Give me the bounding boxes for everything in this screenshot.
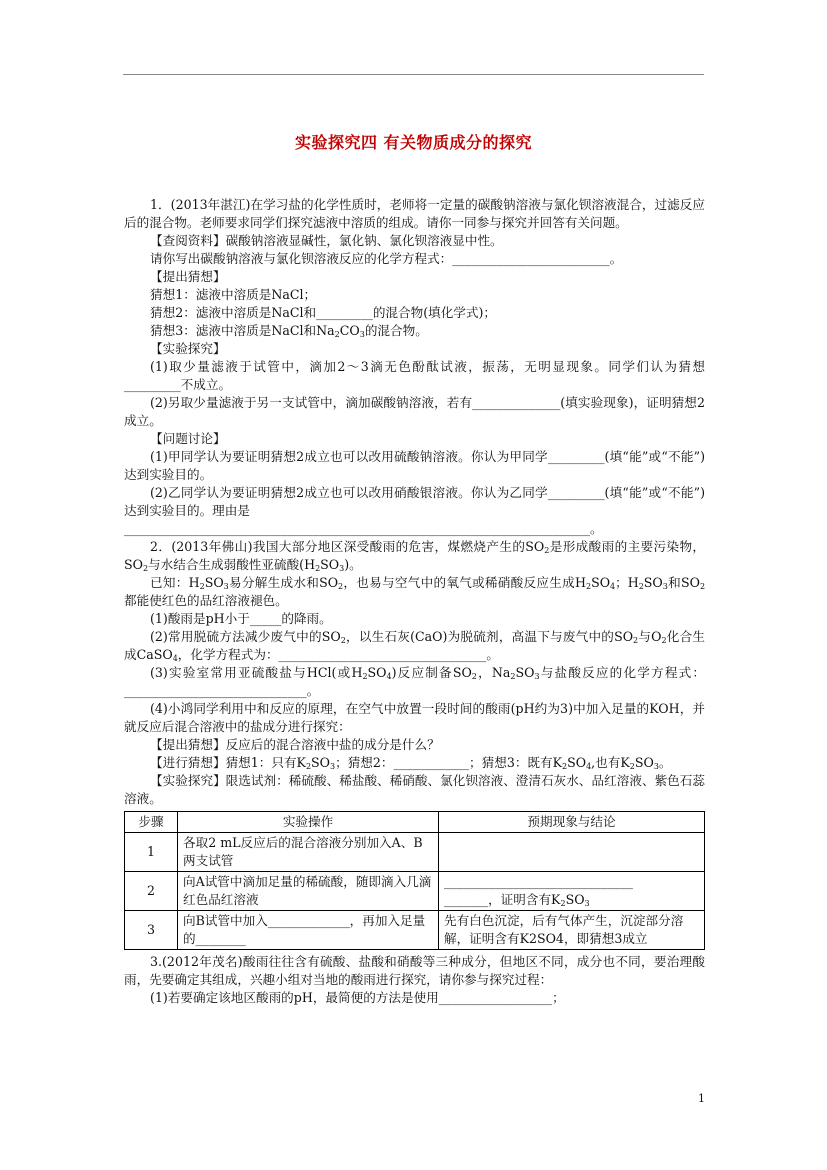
q1-hyp-head: 【提出猜想】 — [150, 269, 226, 284]
q3-s1: (1)若要确定该地区酸雨的pH，最简便的方法是使用__________________； — [150, 990, 565, 1005]
q1-hyp2: 猜想2：滤液中溶质是NaCl和_________的混合物(填化学式)； — [150, 305, 496, 320]
q1-intro: 1．(2013年湛江)在学习盐的化学性质时，老师将一定量的碳酸钠溶液与氯化钡溶液混合，过滤反应后的混合物。老师要求同学们探究滤液中溶质的组成。请你一同参与探究并回答有关问题。 — [124, 197, 705, 230]
q1-disc-head: 【问题讨论】 — [150, 431, 226, 446]
experiment-table — [124, 811, 705, 950]
q1-disc2: (2)乙同学认为要证明猜想2成立也可以改用硝酸银溶液。你认为乙同学_________(填“能”或“不能”)达到实验目的。理由是 — [124, 485, 705, 518]
q1-hyp1: 猜想1：滤液中溶质是NaCl； — [150, 287, 317, 302]
header-rule — [123, 74, 704, 75]
page-title: 实验探究四 有关物质成分的探究 — [294, 133, 533, 152]
q1-disc1: (1)甲同学认为要证明猜想2成立也可以改用硫酸钠溶液。你认为甲同学_________(填“能”或“不能”)达到实验目的。 — [124, 449, 705, 482]
q2-s4-hyp: 【提出猜想】反应后的混合溶液中盐的成分是什么？ — [150, 737, 440, 752]
q1-data-check: 【查阅资料】碳酸钠溶液显碱性，氯化钠、氯化钡溶液显中性。 — [150, 233, 503, 248]
q2-s4-exp: 【实验探究】限选试剂：稀硫酸、稀盐酸、稀硝酸、氯化钡溶液、澄清石灰水、品红溶液、紫色石蕊溶液。 — [124, 773, 705, 806]
operation-cell: 向A试管中滴加足量的稀硫酸，随即滴入几滴红色品红溶液 — [178, 872, 439, 911]
page-number: 1 — [698, 1092, 705, 1105]
table-header-row — [125, 812, 705, 833]
q2-s1: (1)酸雨是pH小于_____的降雨。 — [150, 611, 332, 626]
q1-disc2-blank: __________________________________________________________________________。 — [124, 521, 603, 536]
result-cell — [439, 833, 705, 872]
table-row — [125, 872, 705, 911]
table-row — [125, 833, 705, 872]
result-cell: ______________________________ _______，证明含有$K_2SO_3$ — [439, 872, 705, 911]
table-header: 预期现象与结论 — [439, 812, 705, 833]
q2-s4-guess: 【进行猜想】猜想1：只有$K_2SO_3$；猜想2：____________；猜想3：既有$K_2SO_4$,也有$K_2SO_3$。 — [150, 755, 672, 771]
table-row — [125, 911, 705, 950]
q1-exp-head: 【实验探究】 — [150, 341, 226, 356]
step-cell: 3 — [125, 911, 178, 950]
table-header: 实验操作 — [178, 812, 439, 833]
table-header: 步骤 — [125, 812, 178, 833]
q2-intro: 2．(2013年佛山)我国大部分地区深受酸雨的危害，煤燃烧产生的$SO_2$是形成酸雨的主要污染物，$SO_2$与水结合生成弱酸性亚硫酸$(H_2SO_3)$。 — [124, 539, 706, 573]
q2-s4: (4)小鸿同学利用中和反应的原理，在空气中放置一段时间的酸雨(pH约为3)中加入足量的KOH，并就反应后混合溶液中的盐成分进行探究： — [124, 701, 705, 734]
step-cell: 1 — [125, 833, 178, 872]
result-cell: 先有白色沉淀，后有气体产生，沉淀部分溶解，证明含有K2SO4，即猜想3成立 — [439, 911, 705, 950]
q2-s3: (3)实验室常用亚硫酸盐与HCl(或$H_2SO_4$)反应制备$SO_2$，$Na_2SO_3$与盐酸反应的化学方程式：_____________________________。 — [124, 665, 705, 698]
q1-exp2: (2)另取少量滤液于另一支试管中，滴加碳酸钠溶液，若有______________(填实验现象)，证明猜想2成立。 — [124, 395, 705, 428]
q2-s2: (2)常用脱硫方法减少废气中的$SO_2$，以生石灰(CaO)为脱硫剂，高温下与废气中的$SO_2$与$O_2$化合生成CaSO$_4$，化学方程式为：_________________________________。 — [124, 629, 706, 663]
q3-intro: 3.(2012年茂名)酸雨往往含有硫酸、盐酸和硝酸等三种成分，但地区不同，成分也不同，要治理酸雨，先要确定其组成，兴趣小组对当地的酸雨进行探究，请你参与探究过程： — [124, 954, 705, 987]
q1-exp1: (1)取少量滤液于试管中，滴加2～3滴无色酚酞试液，振荡，无明显现象。同学们认为猜想_________不成立。 — [124, 359, 705, 392]
q1-equation-req: 请你写出碳酸钠溶液与氯化钡溶液反应的化学方程式：_________________________。 — [150, 251, 623, 266]
step-cell: 2 — [125, 872, 178, 911]
q1-hyp3: 猜想3：滤液中溶质是NaCl和$Na_2CO_3$的混合物。 — [150, 323, 428, 339]
document-body — [124, 196, 705, 1007]
operation-cell: 向B试管中加入_____________，再加入足量的________ — [178, 911, 439, 950]
operation-cell: 各取2 mL反应后的混合溶液分别加入A、B两支试管 — [178, 833, 439, 872]
q2-known: 已知：$H_2SO_3$易分解生成水和$SO_2$，也易与空气中的氧气或稀硝酸反应生成$H_2SO_4$；$H_2SO_3$和$SO_2$都能使红色的品红溶液褪色。 — [124, 575, 706, 608]
